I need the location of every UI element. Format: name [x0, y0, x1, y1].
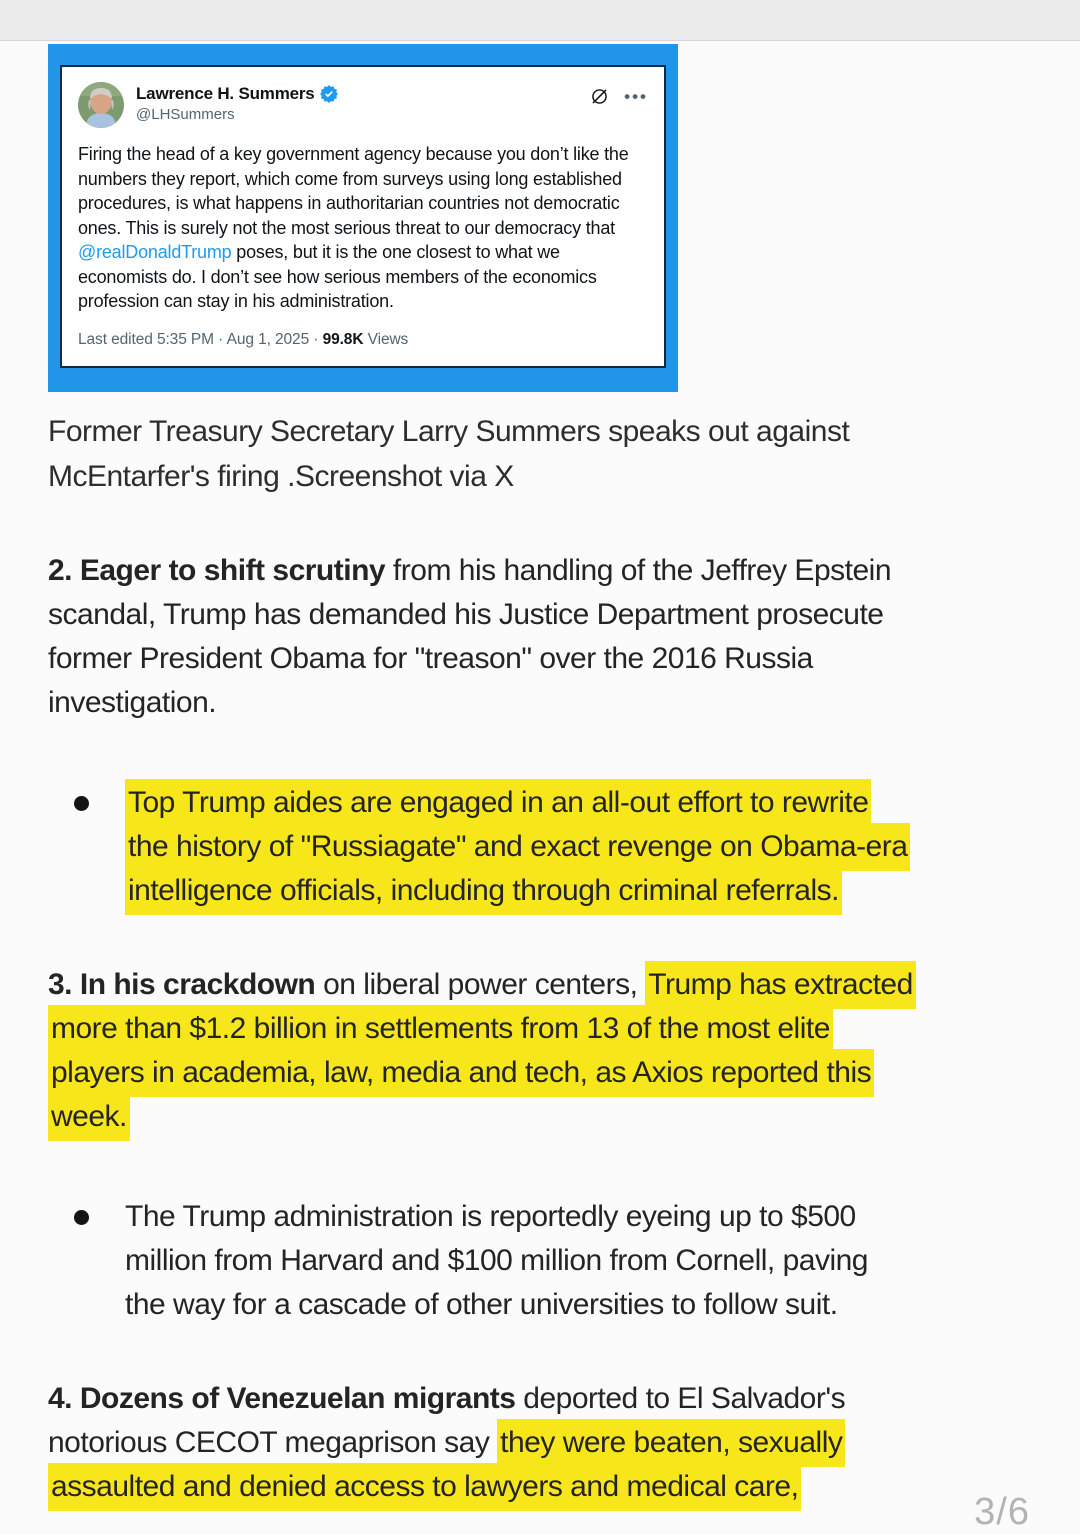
grok-slashed-circle-icon[interactable] [589, 86, 610, 107]
bullet-dot-icon [74, 1210, 89, 1225]
tweet-body [78, 142, 648, 314]
text-segment: investigation. [48, 685, 217, 719]
tweet-screenshot-frame [48, 44, 678, 392]
text-segment: 3. In his crackdown [48, 967, 316, 1001]
bullet-text [125, 1195, 868, 1327]
page-indicator: 3/6 [974, 1491, 1030, 1533]
top-gray-bar [0, 0, 1080, 41]
tweet-author-block [136, 82, 338, 123]
text-segment: Former Treasury Secretary Larry Summers speaks out against [48, 414, 850, 448]
article-paragraph [48, 1377, 1080, 1509]
mention-link[interactable]: @realDonaldTrump [78, 242, 232, 262]
text-segment: Trump has extracted [645, 961, 916, 1009]
text-segment: ones. This is surely not the most serious threat to our democracy that [78, 217, 615, 238]
text-segment: the way for a cascade of other universities to follow suit. [125, 1287, 838, 1321]
text-segment: they were beaten, sexually [497, 1419, 845, 1467]
text-segment: million from Harvard and $100 million from Cornell, paving [125, 1243, 868, 1277]
text-segment: numbers they report, which come from surveys using long established [78, 168, 622, 189]
text-segment: assaulted and denied access to lawyers and medical care, [48, 1463, 801, 1511]
image-caption [48, 409, 1080, 499]
text-segment: intelligence officials, including through criminal referrals. [125, 867, 842, 915]
tweet-author-row [78, 82, 648, 128]
text-segment: the history of "Russiagate" and exact revenge on Obama-era [125, 823, 910, 871]
more-options-icon[interactable]: ••• [624, 86, 648, 106]
bullet-text [125, 781, 910, 913]
article-sections [0, 549, 1080, 1509]
avatar[interactable] [78, 82, 124, 128]
text-segment: from his handling of the Jeffrey Epstein [385, 553, 891, 587]
text-segment: 4. Dozens of Venezuelan migrants [48, 1381, 516, 1415]
article-paragraph [48, 549, 1080, 725]
bullet-dot-icon [74, 796, 89, 811]
bullet-item [74, 1195, 1080, 1327]
text-segment: The Trump administration is reportedly eyeing up to $500 [125, 1199, 856, 1233]
text-segment: more than $1.2 billion in settlements from 13 of the most elite [48, 1005, 833, 1053]
text-segment: poses, but it is the one closest to what we [231, 242, 560, 262]
text-segment: procedures, is what happens in authoritarian countries not democratic [78, 193, 620, 213]
text-segment: deported to El Salvador's [515, 1381, 846, 1415]
tweet-author-handle[interactable]: @LHSummers [136, 106, 235, 123]
tweet-card [60, 65, 666, 368]
text-segment: scandal, Trump has demanded his Justice Department prosecute [48, 597, 884, 631]
tweet-views-label: Views [363, 330, 409, 348]
tweet-timestamp: Last edited 5:35 PM · Aug 1, 2025 · [78, 330, 323, 348]
tweet-author-name[interactable]: Lawrence H. Summers [136, 84, 315, 103]
text-segment: economists do. I don’t see how serious members of the economics [78, 266, 597, 287]
text-segment: 2. Eager to shift scrutiny [48, 553, 386, 587]
tweet-footer [78, 331, 648, 349]
text-segment: on liberal power centers, [315, 967, 646, 1001]
verified-badge-icon [320, 85, 338, 103]
text-segment: profession can stay in his administration. [78, 291, 394, 311]
text-segment: McEntarfer's firing .Screenshot via X [48, 459, 514, 493]
text-segment: Top Trump aides are engaged in an all-out effort to rewrite [125, 779, 871, 827]
text-segment: week. [48, 1093, 130, 1141]
text-segment: players in academia, law, media and tech, as Axios reported this [48, 1049, 874, 1097]
tweet-actions [589, 82, 648, 107]
text-segment: Firing the head of a key government agency because you don’t like the [78, 144, 629, 164]
article-paragraph [48, 963, 1080, 1139]
bullet-item [74, 781, 1080, 913]
text-segment: notorious CECOT megaprison say [48, 1425, 498, 1459]
text-segment: former President Obama for "treason" over the 2016 Russia [48, 641, 813, 675]
tweet-views-count: 99.8K [322, 330, 364, 348]
